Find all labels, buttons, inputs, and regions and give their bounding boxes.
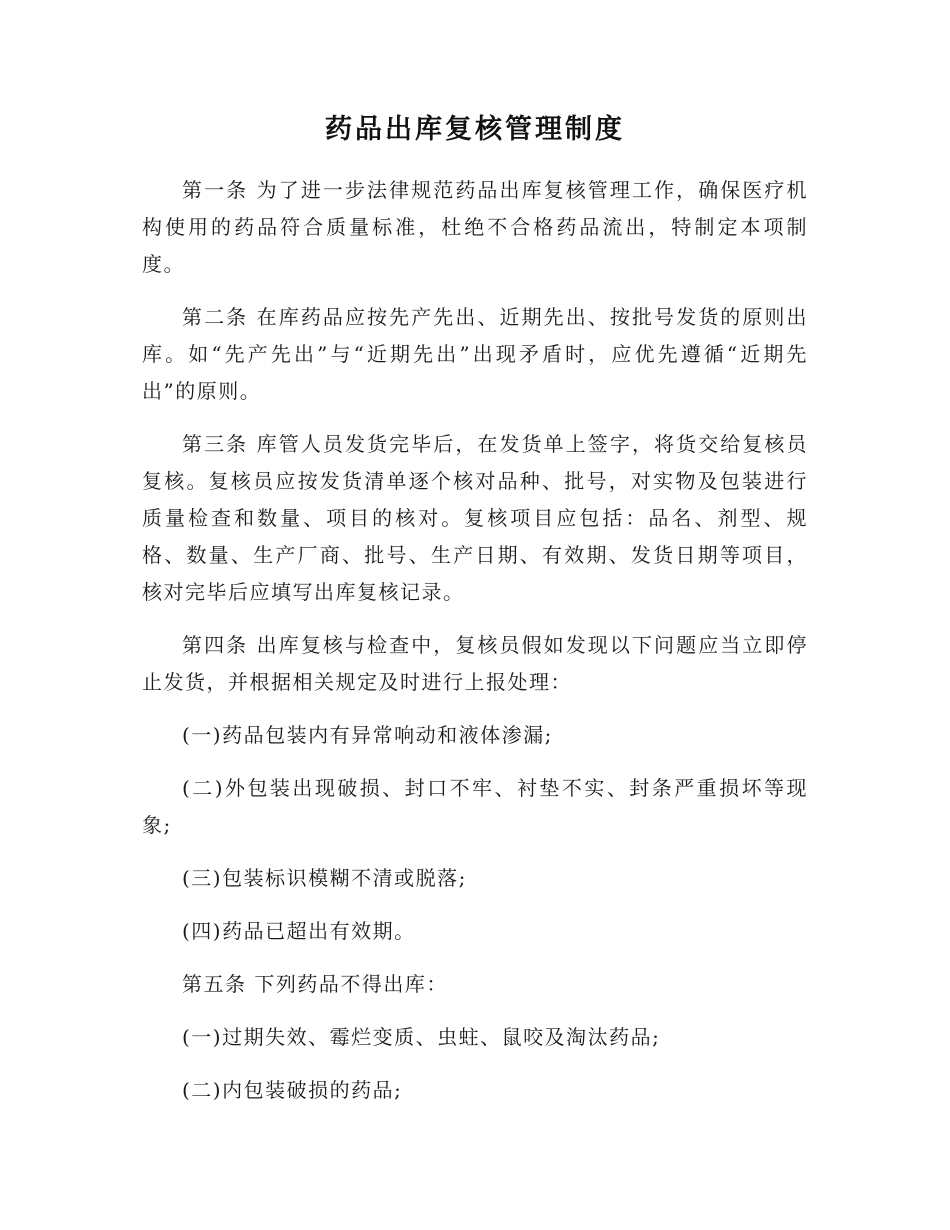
article-5-item-1: (一)过期失效、霉烂变质、虫蛀、鼠咬及淘汰药品;	[182, 1025, 661, 1049]
article-3: 第三条 库管人员发货完毕后，在发货单上签字，将货交给复核员复核。复核员应按发货清单逐个核对品种、批号，对实物及包装进行质量检查和数量、项目的核对。复核项目应包括：品名、剂型、规格、数量、生产厂商、批号、生产日期、有效期、发货日期等项目，核对完毕后应填写出库复核记录。	[142, 432, 808, 604]
article-4-item-2: (二)外包装出现破损、封口不牢、衬垫不实、封条严重损坏等现象;	[142, 776, 808, 837]
article-5: 第五条 下列药品不得出库：	[182, 972, 448, 996]
article-2: 第二条 在库药品应按先产先出、近期先出、按批号发货的原则出库。如“先产先出”与“近期先出”出现矛盾时，应优先遵循“近期先出”的原则。	[142, 305, 808, 403]
article-1: 第一条 为了进一步法律规范药品出库复核管理工作，确保医疗机构使用的药品符合质量标准，杜绝不合格药品流出，特制定本项制度。	[142, 178, 808, 276]
article-4: 第四条 出库复核与检查中，复核员假如发现以下问题应当立即停止发货，并根据相关规定及时进行上报处理：	[142, 633, 808, 694]
article-5-item-2: (二)内包装破损的药品;	[182, 1078, 403, 1102]
article-4-item-3: (三)包装标识模糊不清或脱落;	[182, 866, 467, 890]
article-4-item-4: (四)药品已超出有效期。	[182, 919, 416, 943]
document-title: 药品出库复核管理制度	[325, 114, 625, 145]
article-4-item-1: (一)药品包装内有异常响动和液体渗漏;	[182, 723, 553, 747]
